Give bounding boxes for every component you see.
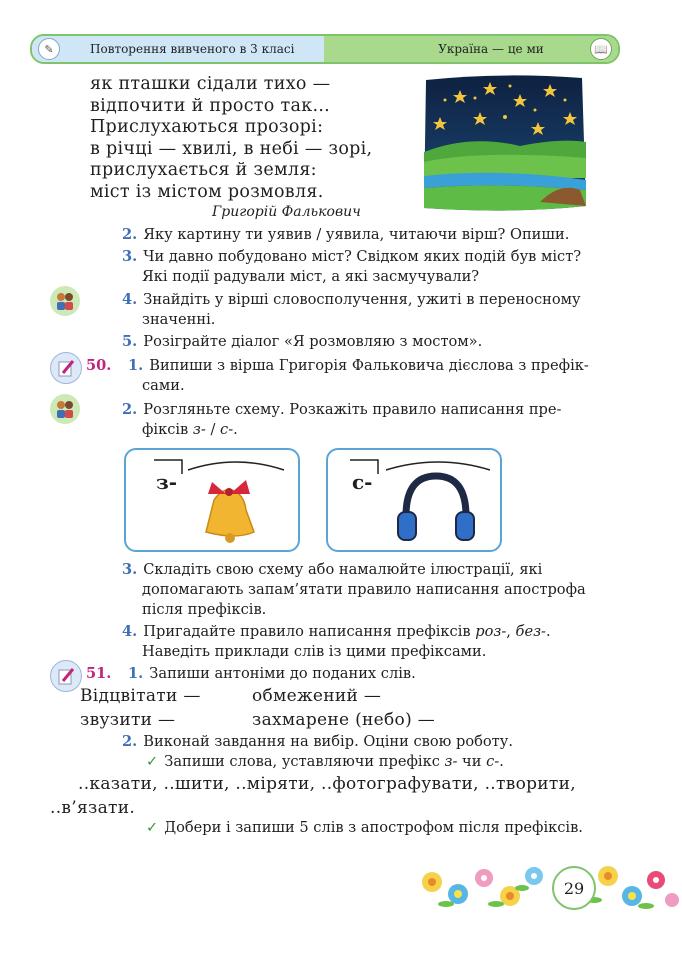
fill-line: ..в’язати. — [50, 798, 136, 818]
task-number: 1. — [128, 357, 144, 374]
bell-icon — [192, 476, 272, 546]
night-river-illustration — [420, 72, 588, 214]
task-text: допомагають запам’ятати правило написання апострофа — [142, 581, 586, 598]
task-text: Розгляньте схему. Розкажіть правило написання пре- — [143, 401, 562, 418]
scheme-prefix-z — [124, 448, 300, 552]
task-text: чи — [457, 753, 487, 770]
task-text: Наведіть приклади слів із цими префіксами. — [142, 643, 487, 660]
header-left-title: Повторення вивченого в 3 класі — [90, 42, 295, 56]
flower-icon — [422, 866, 679, 907]
checkmark-icon: ✓ — [146, 819, 159, 836]
prefix-z: з- — [192, 421, 206, 438]
task-text: Виконай завдання на вибір. Оціни свою роботу. — [143, 733, 513, 750]
poem-line: в річці — хвилі, в небі — зорі, — [90, 138, 373, 159]
poem-line: міст із містом розмовля. — [90, 181, 324, 202]
poem-line: як пташки сідали тихо — — [90, 74, 331, 94]
task-number: 1. — [128, 665, 144, 682]
write-task-icon — [50, 660, 82, 692]
task-number: 3. — [122, 561, 138, 578]
header-right — [324, 36, 618, 62]
flower-decoration — [418, 860, 680, 916]
punctuation: . — [499, 753, 504, 770]
pair-work-icon — [50, 286, 80, 316]
exercise-50-task-2 — [122, 400, 561, 440]
poem-line: прислухається й земля: — [90, 160, 317, 180]
checkmark-icon: ✓ — [146, 753, 159, 770]
separator: / — [205, 421, 221, 438]
task-number: 4. — [122, 291, 138, 308]
task-text: значенні. — [142, 311, 216, 328]
poem-line: Прислухаються прозорі: — [90, 117, 324, 137]
task-number: 2. — [122, 733, 138, 750]
task-4 — [122, 290, 581, 330]
task-text: Пригадайте правило написання префіксів — [143, 623, 476, 640]
task-number: 4. — [122, 623, 138, 640]
task-text: сами. — [142, 377, 185, 394]
word-item: обмежений — — [252, 686, 382, 706]
task-text: Знайдіть у вірші словосполучення, ужиті в переносному — [143, 291, 581, 308]
scheme-prefix-label: з- — [156, 470, 178, 494]
fill-in-words — [50, 772, 576, 820]
task-text: Які події радували міст, а які засмучували? — [142, 268, 480, 285]
prefix-z: з- — [444, 753, 458, 770]
option-1 — [146, 752, 504, 772]
task-text: Випиши з вірша Григорія Фальковича дієслова з префік- — [149, 357, 589, 374]
write-task-icon — [50, 352, 82, 384]
headphones-icon — [394, 468, 478, 548]
prefix-bez: без- — [515, 623, 546, 640]
task-number: 2. — [122, 401, 138, 418]
exercise-51-task-2 — [122, 732, 513, 752]
exercise-number: 50. — [86, 357, 112, 374]
task-text: Запиши антоніми до поданих слів. — [149, 665, 416, 682]
task-5 — [122, 332, 482, 352]
poem-author: Григорій Фалькович — [212, 204, 361, 220]
task-text: Запиши слова, уставляючи префікс — [164, 753, 445, 770]
option-2 — [146, 818, 583, 838]
task-number: 5. — [122, 333, 138, 350]
antonym-words-left — [80, 684, 201, 732]
book-icon: 📖 — [590, 38, 612, 60]
antonym-words-right — [252, 684, 435, 732]
task-3 — [122, 247, 581, 287]
word-item: захмарене (небо) — — [252, 710, 436, 730]
task-text: Добери і запиши 5 слів з апострофом після префіксів. — [164, 819, 583, 836]
header-right-title: Україна — це ми — [438, 42, 544, 56]
prefix-s: с- — [486, 753, 500, 770]
punctuation: , — [506, 623, 516, 640]
page-header — [30, 34, 620, 64]
task-text: Чи давно побудовано міст? Свідком яких подій був міст? — [143, 248, 582, 265]
header-left — [32, 36, 324, 62]
exercise-51 — [86, 664, 416, 684]
task-2 — [122, 225, 569, 245]
fill-line: ..казати, ..шити, ..міряти, ..фотографувати, ..творити, — [78, 774, 576, 794]
exercise-50-task-4 — [122, 622, 551, 662]
word-item: Відцвітати — — [80, 686, 201, 706]
poem — [90, 74, 372, 203]
punctuation: . — [233, 421, 238, 438]
task-text: Яку картину ти уявив / уявила, читаючи вірш? Опиши. — [143, 226, 570, 243]
prefix-s: с- — [220, 421, 234, 438]
task-text: фіксів — [142, 421, 193, 438]
exercise-number: 51. — [86, 665, 112, 682]
poem-line: відпочити й просто так… — [90, 95, 331, 116]
pair-work-icon — [50, 394, 80, 424]
task-number: 3. — [122, 248, 138, 265]
task-number: 2. — [122, 226, 138, 243]
task-text: Розіграйте діалог «Я розмовляю з мостом». — [143, 333, 483, 350]
prefix-roz: роз- — [475, 623, 507, 640]
exercise-50-task-3 — [122, 560, 586, 620]
pen-icon: ✎ — [38, 38, 60, 60]
task-text: після префіксів. — [142, 601, 267, 618]
scheme-prefix-s — [326, 448, 502, 552]
scheme-prefix-label: с- — [352, 470, 373, 494]
punctuation: . — [545, 623, 551, 640]
task-text: Складіть свою схему або намалюйте ілюстрації, які — [143, 561, 543, 578]
page-number: 29 — [552, 866, 596, 910]
word-item: звузити — — [80, 710, 176, 730]
exercise-50 — [86, 356, 589, 396]
